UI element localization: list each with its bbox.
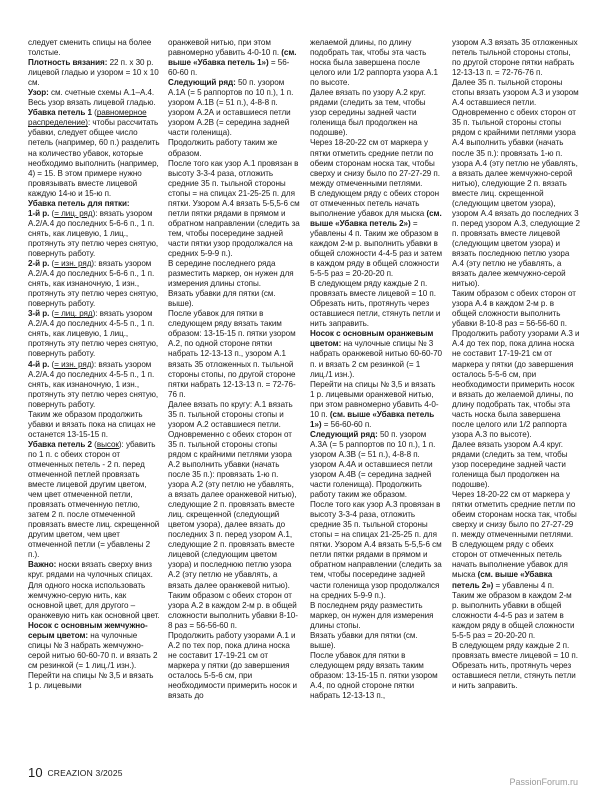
paragraph xyxy=(168,591,300,631)
bold-text: Убавка петель для пятки: xyxy=(28,198,130,208)
text-column-4 xyxy=(452,38,580,746)
text-run: = 56-60-60 п. xyxy=(168,58,290,78)
paragraph xyxy=(168,309,300,399)
text-run: ( xyxy=(49,359,55,369)
bold-text: (см. выше «Убавка петель 2») xyxy=(310,208,442,228)
paragraph xyxy=(452,108,580,289)
paragraph xyxy=(28,560,160,620)
paragraph xyxy=(28,259,160,309)
text-run: Таким же образом в каждом 2-м р. выполнить убавки в общей сложности 4-4-5 раз и затем в каждом ряду в общей сложности 5-5-5 раз = 20-20-20 п. xyxy=(452,590,575,640)
bold-text: Плотность вязания: xyxy=(28,58,108,68)
paragraph xyxy=(452,641,580,661)
paragraph xyxy=(310,138,442,188)
paragraph xyxy=(310,189,442,279)
text-run: Таким же образом продолжить убавки и вязать пока на спицах не останется 13-15-15 п. xyxy=(28,409,156,439)
text-run: Продолжить работу узорами А.3 и А.4 до тех пор, пока длина носка не составит 17-19-21 см от маркера у пятки (до завершения осталось 5-5-6 см, при необходимости примерить носок и вязать до желаемой длины, по длину подобрать так, чтобы эта часть носка была завершена после целого или 1/2 раппорта узора А.3 по высоте). xyxy=(452,329,580,439)
text-run: ( xyxy=(49,309,55,319)
bold-text: Убавка петель 2 xyxy=(28,439,92,449)
paragraph xyxy=(168,78,300,138)
paragraph xyxy=(310,38,442,88)
watermark: PassionForum.ru xyxy=(509,777,578,787)
text-run: Далее 35 п. тыльной стороны стопы вязать узором А.3 и узором А.4 оставшиеся петли. xyxy=(452,78,579,108)
text-run: В последнем ряду разместить маркер, он нужен для измерения длины стопы. xyxy=(310,600,434,630)
bold-text: Важно: xyxy=(28,560,57,570)
paragraph xyxy=(28,440,160,561)
paragraph xyxy=(28,209,160,259)
paragraph xyxy=(452,329,580,440)
text-run: см. счетные схемы А.1–А.4. Весь узор вязать лицевой гладью. xyxy=(28,88,156,108)
text-run: ( xyxy=(49,259,55,269)
bold-text: Убавка петель 1 xyxy=(28,108,92,118)
paragraph xyxy=(310,380,442,430)
paragraph xyxy=(452,38,580,78)
paragraph xyxy=(28,58,160,88)
paragraph xyxy=(168,138,300,158)
paragraph xyxy=(28,199,160,209)
text-run: После того как узор А.3 провязан в высоту 3-3-4 раза, отложить средние 35 п. тыльной стороны стопы = на спицах 21-25-25 п. для пятки. Узором А.4 вязать 5-5,5-6 см петли пятки рядами в прямом и обратном направлении (следить за тем, чтобы посередине задней части голенища узор продолжался на средних 5-9-9 п.). xyxy=(310,500,442,600)
paragraph xyxy=(28,621,160,671)
text-run: В середине последнего ряда разместить маркер, он нужен для измерения длины стопы. xyxy=(168,259,294,289)
paragraph xyxy=(28,671,160,691)
bold-text: 1-й р. xyxy=(28,208,50,218)
paragraph xyxy=(168,400,300,591)
paragraph xyxy=(310,651,442,701)
text-run: После убавок для пятки в следующем ряду вязать таким образом: 13-15-15 п. пятки узором А.2, по одной стороне пятки набрать 12-13-13 п., узором А.1 вязать 35 отложенных п. тыльной стороны стопы, по другой стороне пятки набрать 12-13-13 п. = 72-76-76 п. xyxy=(168,309,296,399)
paragraph xyxy=(28,309,160,359)
text-run: 50 п. узором А.3А (= 5 раппортов по 10 п.), 1 п. узором А.3В (= 51 п.), 4-8-8 п. узором А.4А и оставшиеся петли узором А.4В (= середина задней части голенища). Продолжить работу таким же образом. xyxy=(310,429,436,500)
paragraph xyxy=(168,289,300,309)
underlined-text: = изн. ряд xyxy=(54,359,92,369)
paragraph xyxy=(28,360,160,410)
paragraph xyxy=(452,661,580,691)
text-run: : чтобы рассчитать убавки, следует общее число петель (например, 60 п.) разделить на количество убавок, которые необходимо выполнить (например, 4) = 15. В этом примере нужно провязывать вместе лицевой каждую 14-ю и 15-ю п. xyxy=(28,118,160,198)
bold-text: Следующий ряд: xyxy=(310,429,378,439)
text-column-3 xyxy=(310,38,442,746)
paragraph xyxy=(452,591,580,641)
text-run: ( xyxy=(91,439,97,449)
text-run: желаемой длины, по длину подобрать так, чтобы эта часть носка была завершена после целого или 1/2 раппорта узора А.1 по высоте. xyxy=(310,38,439,88)
paragraph xyxy=(310,500,442,600)
text-run: = убавлены 4 п. Таким же образом в каждом 2-м р. выполнить убавки в общей сложности 4-4-5 раз и затем в каждом ряду в общей сложности 5-5-5 раз = 20-20-20 п. xyxy=(310,218,442,279)
text-run: Перейти на спицы № 3,5 и вязать 1 р. лицевыми xyxy=(28,670,154,690)
text-run: В следующем ряду с обеих сторон от отмеченных петель начать выполнение убавок для мыска xyxy=(452,540,568,580)
text-run: 50 п. узором А.1А (= 5 раппортов по 10 п.), 1 п. узором А.1В (= 51 п.), 4-8-8 п. узором А.2А и оставшиеся петли узором А.2В (= середина задней части голенища). xyxy=(168,78,294,138)
text-run: ): вязать узором А.2/А.4 до последних 5-6-6 п., 1 п. снять, как изнаночную, 1 изн., протянуть эту петлю через снятую, повернуть работу. xyxy=(28,259,159,309)
text-run: на чулочные спицы № 3 набрать жемчужно-серой нитью 60-60-70 п. и вязать 2 см резинкой (= 1 лиц./1 изн.). xyxy=(28,630,158,670)
text-run: Продолжить работу узорами А.1 и А.2 по тех пор, пока длина носка не составит 17-19-21 см от маркера у пятки (до завершения осталось 5-5-6 см, при необходимости примерить носок и вязать до xyxy=(168,630,297,701)
page-number: 10 xyxy=(28,765,43,780)
paragraph xyxy=(310,329,442,379)
underlined-text: высок xyxy=(96,439,119,449)
underlined-text: = изн. ряд xyxy=(54,259,92,269)
bold-text: 2-й р. xyxy=(28,259,50,269)
paragraph xyxy=(28,88,160,108)
paragraph xyxy=(452,440,580,490)
text-run: Продолжить работу таким же образом. xyxy=(168,138,278,158)
text-run: В следующем ряду с обеих сторон от отмеченных петель начать выполнение убавок для мыска xyxy=(310,188,440,218)
bold-text: (см. выше «Убавка петель 1») xyxy=(310,409,435,429)
paragraph xyxy=(452,540,580,590)
text-run: Далее вязать узором А.4 круг. рядами (следить за тем, чтобы узор посередине задней части голенища был продолжен на подошве). xyxy=(452,439,568,490)
bold-text: (см. выше «Убавка петель 2») xyxy=(452,570,553,590)
paragraph xyxy=(168,631,300,701)
paragraph xyxy=(28,38,160,58)
text-run: В следующем ряду каждые 2 п. провязать вместе лицевой = 10 п. Обрезать нить, протянуть через оставшиеся петли, стянуть петли и нить заправить. xyxy=(310,279,441,329)
paragraph xyxy=(452,289,580,329)
text-run: ): вязать узором А.2/А.4 до последних 4-5-5 п., 1 п. снять, как изнаночную, 1 изн., протянуть эту петлю через снятую, повернуть работу. xyxy=(28,359,159,409)
text-run: Через 18-20-22 см от маркера у пятки отметить средние петли по обеим сторонам носка так, чтобы сверху и снизу было по 27-27-29 п. между отмеченными петлями. xyxy=(452,490,577,540)
paragraph xyxy=(310,430,442,500)
underlined-text: = лиц. ряд xyxy=(54,208,93,218)
text-run: Обрезать нить, протянуть через оставшиеся петли, стянуть петли и нить заправить. xyxy=(452,660,576,690)
page-footer xyxy=(28,765,123,780)
text-run: Вязать убавки для пятки (см. выше). xyxy=(168,289,276,309)
text-run: оранжевой нитью, при этом равномерно убавить 4-0-10 п. xyxy=(168,38,282,58)
paragraph xyxy=(168,159,300,259)
text-run: ): вязать узором А.2/А.4 до последних 4-5-5 п., 1 п. снять, как лицевую, 1 лиц., протянуть эту петлю через снятую, повернуть работу. xyxy=(28,309,159,359)
text-run: ): вязать узором А.2/А.4 до последних 5-6-6 п., 1 п. снять, как лицевую, 1 лиц., протянуть эту петлю через снятую, повернуть работу. xyxy=(28,208,159,258)
text-column-2 xyxy=(168,38,300,746)
paragraph xyxy=(310,88,442,138)
text-run: = 56-60-60 п. xyxy=(321,419,372,429)
paragraph xyxy=(310,601,442,631)
text-run: Через 18-20-22 см от маркера у пятки отметить средние петли по обеим сторонам носка так, чтобы сверху и снизу было по 27-27-29 п. между отмеченными петлями. xyxy=(310,138,440,188)
underlined-text: = лиц. ряд xyxy=(54,309,93,319)
text-run: После убавок для пятки в следующем ряду вязать таким образом: 13-15-15 п. пятки узором А.4, по одной стороне пятки набрать 12-13-13 п., xyxy=(310,650,438,701)
paragraph xyxy=(168,259,300,289)
text-run: ( xyxy=(49,208,55,218)
text-run: После того как узор А.1 провязан в высоту 3-3-4 раза, отложить средние 35 п. тыльной стороны стопы = на спицах 21-25-25 п. для пятки. Узором А.4 вязать 5-5,5-6 см петли пятки рядами в прямом и обратном направлении (следить за тем, чтобы посередине задней части пятки узор продолжался на средних 5-9-9 п.). xyxy=(168,158,300,258)
text-run: Перейти на спицы № 3,5 и вязать 1 р. лицевыми оранжевой нитью, при этом равномерно убавить 4-0-10 п. xyxy=(310,379,439,419)
bold-text: Следующий ряд: xyxy=(168,78,236,88)
paragraph xyxy=(452,78,580,108)
text-run: Таким образом с обеих сторон от узора А.4 в каждом 2-м р. в общей сложности выполнить убавки 8-10-8 раз = 56-56-60 п. xyxy=(452,289,576,329)
bold-text: Узор: xyxy=(28,88,49,98)
paragraph xyxy=(28,108,160,198)
text-run: Далее вязать по узору А.2 круг. рядами (следить за тем, чтобы узор середины задней части голенища был продолжен на подошве). xyxy=(310,88,426,138)
text-run: носки вязать сверху вниз круг. рядами на чулочных спицах. Для одного носка использовать жемчужно-серую нить, как основной цвет, для другого – оранжевую нить как основной цвет. xyxy=(28,560,160,620)
underlined-text: равномерное распределение) xyxy=(28,108,147,128)
paragraph xyxy=(310,631,442,651)
text-run: на чулочные спицы № 3 набрать оранжевой нитью 60-60-70 п. и вязать 2 см резинкой (= 1 лиц./1 изн.). xyxy=(310,339,442,379)
text-run: Таким образом с обеих сторон от узора А.2 в каждом 2-м р. в общей сложности выполнить убавки 8-10-8 раз = 56-56-60 п. xyxy=(168,590,298,630)
text-run: ( xyxy=(91,108,97,118)
text-run: Далее вязать по кругу: А.1 вязать 35 п. тыльной стороны стопы и узором А.2 оставшиеся петли. Одновременно с обеих сторон от 35 п. тыльной стороны стопы рядом с крайними петлями узора А.2 выполнить убавки (начать после 35 п.): провязать 1-ю п. узора А.2 (эту петлю не убавлять, а вязать далее оранжевой нитью), следующие 2 п. провязать вместе лиц. скрещенной (следующий цветом узора), далее вязать до последних 3 п. перед узором А.1, следующие 2 п. провязать вместе лицевой (следующим цветом узора) и последнюю петлю узора А.2 (эту петлю не убавлять, а вязать далее оранжевой нитью). xyxy=(168,399,297,590)
text-run: 22 п. х 30 р. лицевой гладью и узором = 10 х 10 см. xyxy=(28,58,159,88)
bold-text: 4-й р. xyxy=(28,359,50,369)
bold-text: Носок с основным жемчужно-серым цветом: xyxy=(28,620,148,640)
paragraph xyxy=(452,490,580,540)
bold-text: (см. выше «Убавка петель 1») xyxy=(168,48,297,68)
bold-text: 3-й р. xyxy=(28,309,50,319)
text-run: В следующем ряду каждые 2 п. провязать вместе лицевой = 10 п. xyxy=(452,640,578,660)
bold-text: Носок с основным оранжевым цветом: xyxy=(310,329,434,349)
paragraph xyxy=(168,38,300,78)
text-run: Одновременно с обеих сторон от 35 п. тыльной стороны стопы рядом с крайними петлями узора А.4 выполнить убавки (начать после 35 п.): провязать 1-ю п. узора А.4 (эту петлю не убавлять, а вязать далее жемчужно-серой нитью), следующие 2 п. вязать вместе лиц. скрещенной (следующим цветом узора), узором А.4 вязать до последних 3 п. перед узором А.3, следующие 2 п. провязать вместе лицевой (следующим цветом узора) и вязать последнюю петлю узора А.4 (эту петлю не убавлять, а вязать далее жемчужно-серой нитью). xyxy=(452,108,580,289)
magazine-issue: CREAZION 3/2025 xyxy=(47,768,123,778)
text-run: = убавлены 4 п. xyxy=(493,580,555,590)
paragraph xyxy=(28,410,160,440)
text-column-1 xyxy=(28,38,160,746)
text-run: следует сменить спицы на более толстые. xyxy=(28,38,152,58)
paragraph xyxy=(310,279,442,329)
text-run: ): убавить по 1 п. с обеих сторон от отмеченных петель - 2 п. перед отмеченной петлей провязать вместе лицевой другим цветом, чем цвет отмеченной петли, провязать отмеченную петлю, затем 2 п. после отмеченной провязать вместе лиц. скрещенной другим цветом, чем цвет отмеченной петли (= убавлены 2 п.). xyxy=(28,439,160,560)
text-run: узором А.3 вязать 35 отложенных петель тыльной стороны стопы, по другой стороне пятки набрать 12-13-13 п. = 72-76-76 п. xyxy=(452,38,578,78)
text-run: Вязать убавки для пятки (см. выше). xyxy=(310,630,418,650)
